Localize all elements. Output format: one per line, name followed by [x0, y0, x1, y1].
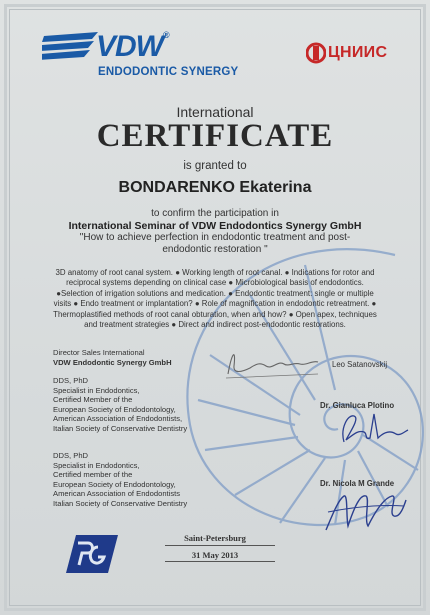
city-rule	[165, 545, 275, 546]
granted-text: is granted to	[183, 160, 247, 172]
recipient-name: BONDARENKO Ekaterina	[118, 179, 312, 196]
topic-line: ●Selection of irrigation solutions and medication. ● Endodontic treatment: single or multiple	[56, 288, 374, 298]
issue-date: 31 May 2013	[191, 550, 239, 560]
signature-satanovskij-icon	[222, 344, 322, 380]
director-company: VDW Endodontic Synergy GmbH	[53, 357, 172, 367]
vdw-subtitle: ENDODONTIC SYNERGY	[98, 66, 239, 78]
credential-line: American Association of Endodontists,	[53, 414, 183, 424]
credential-line: European Society of Endodontology,	[53, 404, 176, 414]
director-name: Leo Satanovskij	[332, 360, 388, 369]
course-title-line: endodontic restoration "	[162, 244, 268, 255]
signature-grande-icon	[318, 486, 408, 536]
cniis-logo	[306, 42, 416, 66]
credential-line: Certified member of the	[53, 470, 133, 480]
speaker2-name: Dr. Nicola M Grande	[320, 479, 395, 488]
credential-line: Specialist in Endodontics,	[53, 385, 140, 395]
vdw-stripes-icon	[42, 32, 98, 66]
credential-line: American Association of Endodontists	[53, 489, 181, 499]
credential-line: Italian Society of Conservative Dentistry	[53, 423, 188, 433]
topic-line: and treatment strategies ● Direct and indirect post-endodontic restorations.	[84, 320, 346, 330]
director-title: Director Sales International	[53, 348, 145, 357]
registered-mark: ®	[163, 30, 169, 40]
vdw-logo-text: VDW	[96, 30, 163, 63]
director-block	[53, 348, 172, 367]
seminar-title: International Seminar of VDW Endodontics Synergy GmbH	[68, 220, 362, 232]
speaker1-credentials	[53, 376, 187, 434]
topic-line: reciprocal systems depending on clinical case ● Microbiological basis of endodontics.	[66, 278, 364, 288]
cniis-logo-text: ЦНИИС	[328, 44, 388, 61]
course-title-line: "How to achieve perfection in endodontic treatment and post-	[79, 232, 351, 243]
credential-line: Specialist in Endodontics,	[53, 460, 140, 470]
credential-line: European Society of Endodontology,	[53, 479, 176, 489]
topic-line: Thermoplastified methods of root canal obturation, when and how? ● Open apex, techniques	[53, 309, 377, 319]
phg-logo-icon	[64, 533, 120, 575]
topic-line: visits ● Endo treatment or implantation? ● Role of magnification in endodontic retreatment. ●	[53, 299, 377, 309]
certificate-kicker: International	[176, 104, 254, 120]
signature-plotino-icon	[330, 408, 410, 446]
topic-line: 3D anatomy of root canal system. ● Working length of root canal. ● Indications for rotor and	[55, 268, 375, 277]
confirm-text: to confirm the participation in	[151, 208, 279, 219]
date-rule	[165, 561, 275, 562]
credential-line: Certified Member of the	[53, 395, 133, 405]
course-title	[0, 232, 430, 256]
speaker2-credentials	[53, 451, 187, 509]
vdw-logo	[42, 30, 239, 100]
cniis-emblem-icon	[306, 42, 326, 64]
certificate-title: CERTIFICATE	[96, 118, 334, 154]
city: Saint-Petersburg	[184, 533, 246, 543]
credential-line: Italian Society of Conservative Dentistry	[53, 498, 188, 508]
topics-list	[0, 268, 430, 330]
credential-line: DDS, PhD	[53, 451, 89, 460]
speaker1-name: Dr. Gianluca Plotino	[320, 401, 395, 410]
credential-line: DDS, PhD	[53, 376, 89, 385]
